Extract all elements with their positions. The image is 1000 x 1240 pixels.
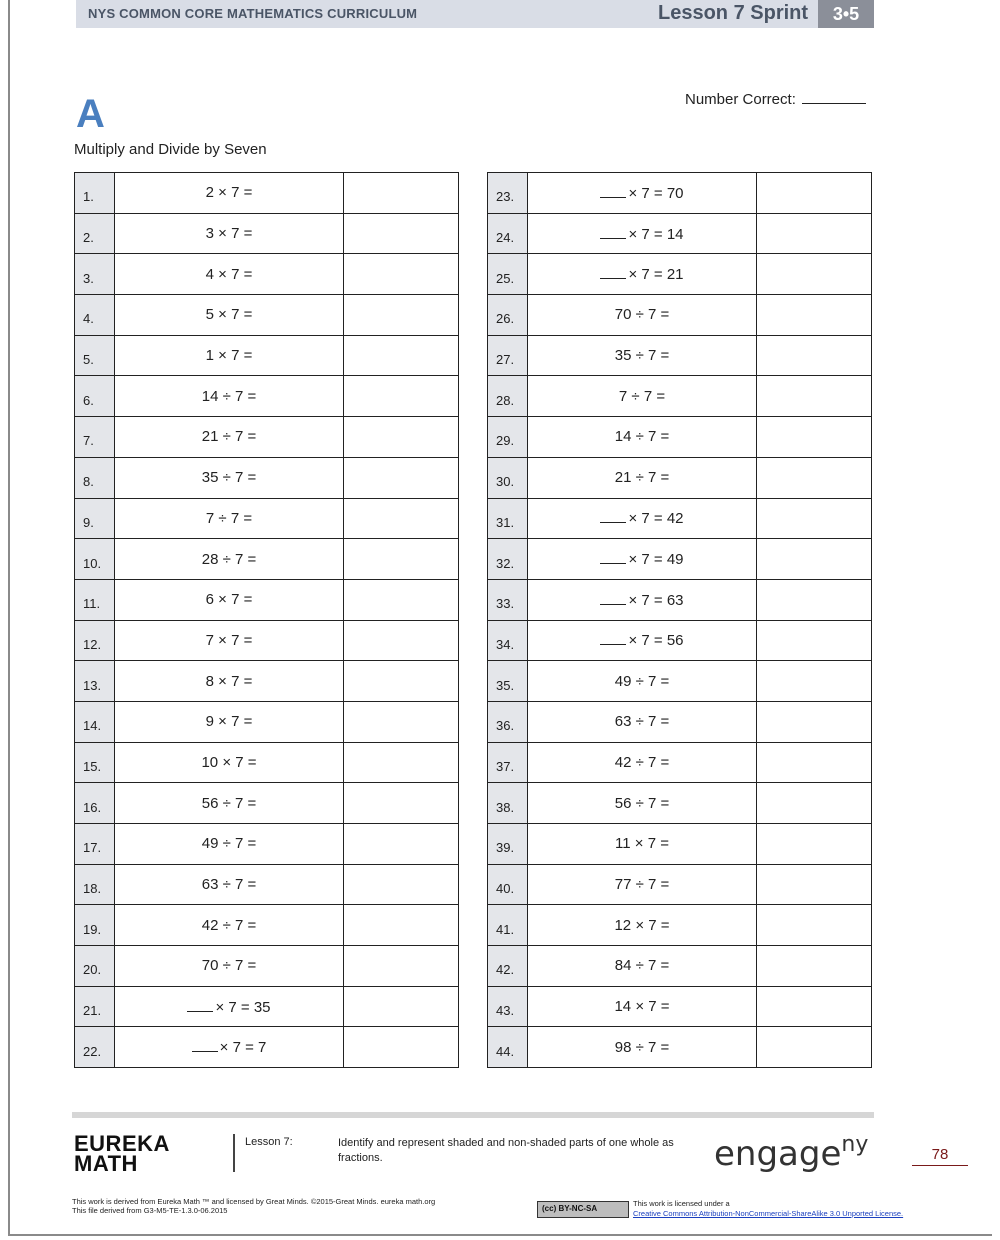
problem-expression <box>528 661 757 702</box>
answer-cell[interactable] <box>757 986 872 1027</box>
problem-number: 29. <box>488 417 528 458</box>
problem-row <box>488 864 872 905</box>
problem-text: 7 ÷ 7 = <box>205 509 253 527</box>
missing-factor-blank[interactable] <box>600 631 626 645</box>
problem-text: × 7 = 35 <box>215 998 271 1016</box>
missing-factor-blank[interactable] <box>600 509 626 523</box>
answer-cell[interactable] <box>757 457 872 498</box>
problem-expression <box>528 783 757 824</box>
problem-expression[interactable] <box>528 620 757 661</box>
answer-cell[interactable] <box>757 661 872 702</box>
worksheet-subtitle: Multiply and Divide by Seven <box>74 141 267 158</box>
answer-cell[interactable] <box>757 742 872 783</box>
problem-number: 40. <box>488 864 528 905</box>
problem-expression <box>115 335 344 376</box>
problem-expression <box>115 173 344 214</box>
problem-number: 2. <box>75 213 115 254</box>
number-correct-label: Number Correct: <box>685 91 796 108</box>
problem-number: 42. <box>488 946 528 987</box>
problem-expression <box>115 742 344 783</box>
problem-row <box>75 295 459 336</box>
problem-text: 12 × 7 = <box>614 916 670 934</box>
problem-text: × 7 = 21 <box>628 266 684 284</box>
engage-sup: ny <box>841 1132 869 1157</box>
missing-factor-blank[interactable] <box>600 225 626 239</box>
problem-text: 8 × 7 = <box>205 672 253 690</box>
problem-row <box>488 946 872 987</box>
footer-rule <box>72 1112 874 1118</box>
problem-number: 25. <box>488 254 528 295</box>
problem-row <box>488 539 872 580</box>
footer-divider <box>233 1134 235 1172</box>
problem-expression[interactable] <box>115 986 344 1027</box>
problem-row <box>488 254 872 295</box>
grade-module-badge: 3•5 <box>818 0 874 28</box>
problem-row <box>488 701 872 742</box>
problem-number: 3. <box>75 254 115 295</box>
credit-text <box>72 1197 435 1215</box>
problem-expression <box>528 1027 757 1068</box>
problem-text: 77 ÷ 7 = <box>614 876 670 894</box>
problem-row <box>75 864 459 905</box>
problem-text: 6 × 7 = <box>205 591 253 609</box>
answer-cell[interactable] <box>757 864 872 905</box>
problem-text: 3 × 7 = <box>205 225 253 243</box>
problem-number: 37. <box>488 742 528 783</box>
answer-cell[interactable] <box>757 335 872 376</box>
problem-row <box>488 905 872 946</box>
problem-number: 35. <box>488 661 528 702</box>
problem-expression <box>115 376 344 417</box>
problem-text: 63 ÷ 7 = <box>201 876 257 894</box>
problem-number: 19. <box>75 905 115 946</box>
problem-expression <box>115 295 344 336</box>
problem-row <box>75 661 459 702</box>
problem-row <box>75 498 459 539</box>
answer-cell[interactable] <box>344 173 459 214</box>
problem-row <box>488 295 872 336</box>
problem-number: 22. <box>75 1027 115 1068</box>
answer-cell[interactable] <box>344 254 459 295</box>
problem-row <box>75 742 459 783</box>
problem-row <box>488 783 872 824</box>
number-correct-blank[interactable] <box>802 90 866 104</box>
answer-cell[interactable] <box>757 173 872 214</box>
problem-expression <box>528 457 757 498</box>
number-correct <box>685 90 866 108</box>
answer-cell[interactable] <box>757 824 872 865</box>
curriculum-title: NYS COMMON CORE MATHEMATICS CURRICULUM <box>88 6 418 21</box>
footer-lesson-description: Identify and represent shaded and non-shaded parts of one whole as fractions. <box>338 1137 674 1164</box>
eureka-logo-line2: MATH <box>74 1151 138 1176</box>
answer-cell[interactable] <box>344 742 459 783</box>
problem-row <box>75 376 459 417</box>
answer-cell[interactable] <box>344 661 459 702</box>
missing-factor-blank[interactable] <box>600 184 626 198</box>
problem-number: 12. <box>75 620 115 661</box>
problem-number: 1. <box>75 173 115 214</box>
problem-expression <box>528 986 757 1027</box>
lesson-title: Lesson 7 Sprint <box>658 2 809 24</box>
problem-expression <box>528 946 757 987</box>
answer-cell[interactable] <box>757 417 872 458</box>
problem-expression <box>115 539 344 580</box>
answer-cell[interactable] <box>757 1027 872 1068</box>
problem-number: 36. <box>488 701 528 742</box>
problem-row <box>488 579 872 620</box>
problem-number: 13. <box>75 661 115 702</box>
problem-number: 31. <box>488 498 528 539</box>
problem-expression <box>528 742 757 783</box>
problem-number: 9. <box>75 498 115 539</box>
problem-number: 28. <box>488 376 528 417</box>
answer-cell[interactable] <box>757 295 872 336</box>
problem-row <box>75 824 459 865</box>
problem-expression <box>528 376 757 417</box>
problem-number: 18. <box>75 864 115 905</box>
answer-cell[interactable] <box>344 295 459 336</box>
missing-factor-blank[interactable] <box>600 265 626 279</box>
problem-text: × 7 = 49 <box>628 551 684 569</box>
problem-row <box>488 661 872 702</box>
problem-expression[interactable] <box>528 579 757 620</box>
problem-text: 35 ÷ 7 = <box>614 347 670 365</box>
answer-cell[interactable] <box>344 457 459 498</box>
problem-number: 30. <box>488 457 528 498</box>
problem-text: 49 ÷ 7 = <box>201 835 257 853</box>
problem-row <box>488 376 872 417</box>
answer-cell[interactable] <box>757 946 872 987</box>
problem-text: × 7 = 14 <box>628 225 684 243</box>
problem-row <box>488 457 872 498</box>
problem-expression <box>528 295 757 336</box>
problem-expression <box>115 213 344 254</box>
problem-number: 20. <box>75 946 115 987</box>
problem-text: 2 × 7 = <box>205 184 253 202</box>
problem-number: 4. <box>75 295 115 336</box>
answer-cell[interactable] <box>344 824 459 865</box>
problem-expression <box>115 579 344 620</box>
problem-text: 21 ÷ 7 = <box>614 469 670 487</box>
answer-cell[interactable] <box>344 986 459 1027</box>
problem-text: 70 ÷ 7 = <box>201 957 257 975</box>
answer-cell[interactable] <box>344 335 459 376</box>
problem-expression <box>115 864 344 905</box>
problem-row <box>75 620 459 661</box>
license-line1: This work is licensed under a <box>633 1199 730 1208</box>
problem-number: 27. <box>488 335 528 376</box>
problem-expression <box>528 824 757 865</box>
credit-line2: This file derived from G3-M5-TE-1.3.0-06.2015 <box>72 1206 228 1215</box>
answer-cell[interactable] <box>757 213 872 254</box>
problem-text: 7 × 7 = <box>205 631 253 649</box>
problem-text: 1 × 7 = <box>205 347 253 365</box>
problem-number: 8. <box>75 457 115 498</box>
problem-expression <box>528 701 757 742</box>
answer-cell[interactable] <box>757 376 872 417</box>
eureka-logo-line1: EUREKA <box>74 1131 170 1156</box>
problem-row <box>75 905 459 946</box>
problem-expression[interactable] <box>528 498 757 539</box>
cc-license-badge: (cc) BY-NC-SA <box>537 1201 629 1218</box>
problem-number: 21. <box>75 986 115 1027</box>
problem-text: 4 × 7 = <box>205 265 253 283</box>
problem-number: 5. <box>75 335 115 376</box>
problem-number: 17. <box>75 824 115 865</box>
problem-text: 84 ÷ 7 = <box>614 957 670 975</box>
problem-text: 35 ÷ 7 = <box>201 469 257 487</box>
answer-cell[interactable] <box>344 498 459 539</box>
answer-cell[interactable] <box>344 213 459 254</box>
problem-row <box>75 946 459 987</box>
problem-number: 6. <box>75 376 115 417</box>
problem-text: 7 ÷ 7 = <box>618 387 666 405</box>
problem-row <box>488 824 872 865</box>
answer-cell[interactable] <box>757 539 872 580</box>
answer-cell[interactable] <box>344 620 459 661</box>
answer-cell[interactable] <box>344 579 459 620</box>
problem-table-right <box>487 172 872 1068</box>
problem-number: 26. <box>488 295 528 336</box>
answer-cell[interactable] <box>344 864 459 905</box>
problem-number: 15. <box>75 742 115 783</box>
problem-expression <box>115 905 344 946</box>
problem-row <box>75 457 459 498</box>
missing-factor-blank[interactable] <box>600 550 626 564</box>
answer-cell[interactable] <box>344 701 459 742</box>
problem-number: 44. <box>488 1027 528 1068</box>
problem-row <box>488 986 872 1027</box>
problem-row <box>488 417 872 458</box>
license-link[interactable]: Creative Commons Attribution-NonCommercial-ShareAlike 3.0 Unported License. <box>633 1209 904 1218</box>
problem-number: 38. <box>488 783 528 824</box>
answer-cell[interactable] <box>344 905 459 946</box>
problem-text: 56 ÷ 7 = <box>201 794 257 812</box>
problem-expression <box>528 864 757 905</box>
problem-row <box>488 620 872 661</box>
problem-expression <box>115 254 344 295</box>
credit-line1: This work is derived from Eureka Math ™ and licensed by Great Minds. ©2015-Great Minds. eureka math.org <box>72 1197 436 1206</box>
problem-text: × 7 = 70 <box>628 184 684 202</box>
problem-expression <box>528 417 757 458</box>
problem-expression <box>115 498 344 539</box>
problem-text: 28 ÷ 7 = <box>201 550 257 568</box>
problem-text: 14 ÷ 7 = <box>614 428 670 446</box>
problem-expression <box>115 946 344 987</box>
problem-row <box>75 173 459 214</box>
problem-expression <box>115 661 344 702</box>
problem-row <box>488 1027 872 1068</box>
answer-cell[interactable] <box>344 946 459 987</box>
problem-expression[interactable] <box>528 213 757 254</box>
problem-row <box>75 539 459 580</box>
problem-number: 10. <box>75 539 115 580</box>
problem-number: 16. <box>75 783 115 824</box>
problem-number: 11. <box>75 579 115 620</box>
problem-row <box>488 335 872 376</box>
problem-text: × 7 = 63 <box>628 591 684 609</box>
problem-row <box>488 213 872 254</box>
answer-cell[interactable] <box>344 539 459 580</box>
problem-row <box>488 498 872 539</box>
answer-cell[interactable] <box>757 783 872 824</box>
problem-number: 32. <box>488 539 528 580</box>
problem-text: 21 ÷ 7 = <box>201 428 257 446</box>
problem-row <box>75 579 459 620</box>
problem-expression <box>528 335 757 376</box>
problem-row <box>75 335 459 376</box>
problem-text: 70 ÷ 7 = <box>614 306 670 324</box>
problem-text: 42 ÷ 7 = <box>201 916 257 934</box>
problem-text: 98 ÷ 7 = <box>614 1038 670 1056</box>
problem-text: 63 ÷ 7 = <box>614 713 670 731</box>
problem-row <box>75 986 459 1027</box>
problem-text: 42 ÷ 7 = <box>614 753 670 771</box>
answer-cell[interactable] <box>344 783 459 824</box>
problem-number: 33. <box>488 579 528 620</box>
footer-lesson-label: Lesson 7: <box>245 1136 293 1148</box>
problem-number: 34. <box>488 620 528 661</box>
license-text <box>633 1199 903 1219</box>
missing-factor-blank[interactable] <box>187 998 213 1012</box>
problem-expression[interactable] <box>528 539 757 580</box>
problem-text: 9 × 7 = <box>205 713 253 731</box>
problem-expression <box>115 701 344 742</box>
problem-number: 43. <box>488 986 528 1027</box>
problem-text: 14 ÷ 7 = <box>201 387 257 405</box>
problem-text: 5 × 7 = <box>205 306 253 324</box>
version-letter: A <box>76 92 105 136</box>
answer-cell[interactable] <box>757 620 872 661</box>
engage-ny-logo <box>714 1132 868 1174</box>
problem-row <box>488 173 872 214</box>
problem-number: 14. <box>75 701 115 742</box>
missing-factor-blank[interactable] <box>192 1038 218 1052</box>
engage-text: engage <box>714 1134 842 1174</box>
problem-table-left <box>74 172 459 1068</box>
problem-text: 49 ÷ 7 = <box>614 672 670 690</box>
problem-expression[interactable] <box>528 254 757 295</box>
problem-text: × 7 = 7 <box>219 1039 267 1057</box>
answer-cell[interactable] <box>757 254 872 295</box>
problem-expression <box>115 457 344 498</box>
problem-number: 39. <box>488 824 528 865</box>
problem-row <box>75 254 459 295</box>
problem-expression <box>115 417 344 458</box>
problem-expression[interactable] <box>115 1027 344 1068</box>
problem-row <box>75 1027 459 1068</box>
problem-text: 11 × 7 = <box>615 835 669 853</box>
problem-number: 7. <box>75 417 115 458</box>
problem-expression <box>115 783 344 824</box>
answer-cell[interactable] <box>344 376 459 417</box>
problem-text: × 7 = 56 <box>628 632 684 650</box>
problem-expression[interactable] <box>528 173 757 214</box>
problem-text: 10 × 7 = <box>201 753 257 771</box>
problem-row <box>75 701 459 742</box>
problem-expression <box>115 620 344 661</box>
problem-number: 24. <box>488 213 528 254</box>
problem-row <box>75 783 459 824</box>
eureka-math-logo <box>74 1131 170 1176</box>
answer-cell[interactable] <box>757 579 872 620</box>
problem-number: 41. <box>488 905 528 946</box>
missing-factor-blank[interactable] <box>600 591 626 605</box>
problem-text: × 7 = 42 <box>628 510 684 528</box>
problem-row <box>75 213 459 254</box>
problem-row <box>488 742 872 783</box>
answer-cell[interactable] <box>344 1027 459 1068</box>
page-number: 78 <box>912 1146 968 1166</box>
answer-cell[interactable] <box>757 701 872 742</box>
problem-row <box>75 417 459 458</box>
answer-cell[interactable] <box>757 905 872 946</box>
problem-text: 56 ÷ 7 = <box>614 794 670 812</box>
answer-cell[interactable] <box>757 498 872 539</box>
problem-text: 14 × 7 = <box>614 998 670 1016</box>
problem-expression <box>115 824 344 865</box>
answer-cell[interactable] <box>344 417 459 458</box>
problem-number: 23. <box>488 173 528 214</box>
problem-expression <box>528 905 757 946</box>
